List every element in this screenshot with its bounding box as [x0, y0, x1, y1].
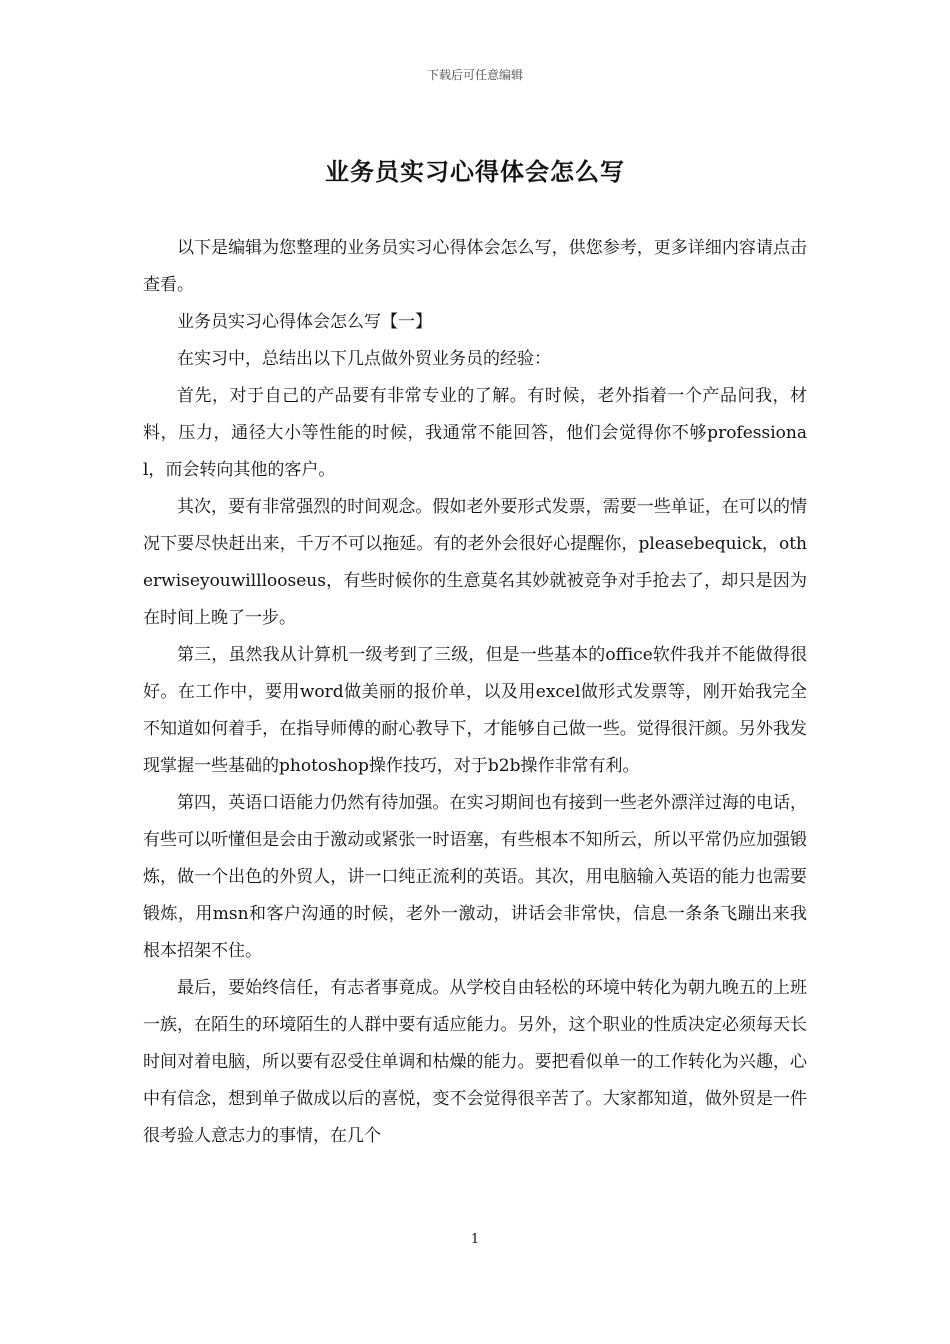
paragraph-first-point: 首先，对于自己的产品要有非常专业的了解。有时候，老外指着一个产品问我，材料，压力，通径大小等性能的时候，我通常不能回答，他们会觉得你不够professional，而会转向其他的客户。	[143, 386, 807, 480]
paragraph-second-point: 其次，要有非常强烈的时间观念。假如老外要形式发票，需要一些单证，在可以的情况下要尽快赶出来，千万不可以拖延。有的老外会很好心提醒你，pleasebequick，otherwiseyouwilllooseus，有些时候你的生意莫名其妙就被竞争对手抢去了，却只是因为在时间上晚了一步。	[143, 497, 807, 628]
paragraph-fourth-point: 第四，英语口语能力仍然有待加强。在实习期间也有接到一些老外漂洋过海的电话，有些可以听懂但是会由于激动或紧张一时语塞，有些根本不知所云，所以平常仍应加强锻炼，做一个出色的外贸人，讲一口纯正流利的英语。其次，用电脑输入英语的能力也需要锻炼，用msn和客户沟通的时候，老外一激动，讲话会非常快，信息一条条飞蹦出来我根本招架不住。	[143, 793, 807, 961]
paragraph-summary: 在实习中，总结出以下几点做外贸业务员的经验：	[177, 349, 551, 369]
document-body	[143, 230, 807, 1155]
paragraph-third-point: 第三，虽然我从计算机一级考到了三级，但是一些基本的office软件我并不能做得很好。在工作中，要用word做美丽的报价单，以及用excel做形式发票等，刚开始我完全不知道如何着手，在指导师傅的耐心教导下，才能够自己做一些。觉得很汗颜。另外我发现掌握一些基础的photoshop操作技巧，对于b2b操作非常有利。	[143, 645, 807, 776]
header-note: 下载后可任意编辑	[426, 68, 523, 82]
paragraph-intro: 以下是编辑为您整理的业务员实习心得体会怎么写，供您参考，更多详细内容请点击查看。	[143, 238, 807, 295]
paragraph-section-heading: 业务员实习心得体会怎么写【一】	[177, 312, 432, 332]
paragraph-final-point: 最后，要始终信任，有志者事竟成。从学校自由轻松的环境中转化为朝九晚五的上班一族，在陌生的环境陌生的人群中要有适应能力。另外，这个职业的性质决定必须每天长时间对着电脑，所以要有忍受住单调和枯燥的能力。要把看似单一的工作转化为兴趣，心中有信念，想到单子做成以后的喜悦，变不会觉得很辛苦了。大家都知道，做外贸是一件很考验人意志力的事情，在几个	[143, 978, 807, 1146]
page-number: 1	[470, 1232, 480, 1247]
document-title: 业务员实习心得体会怎么写	[325, 157, 625, 186]
